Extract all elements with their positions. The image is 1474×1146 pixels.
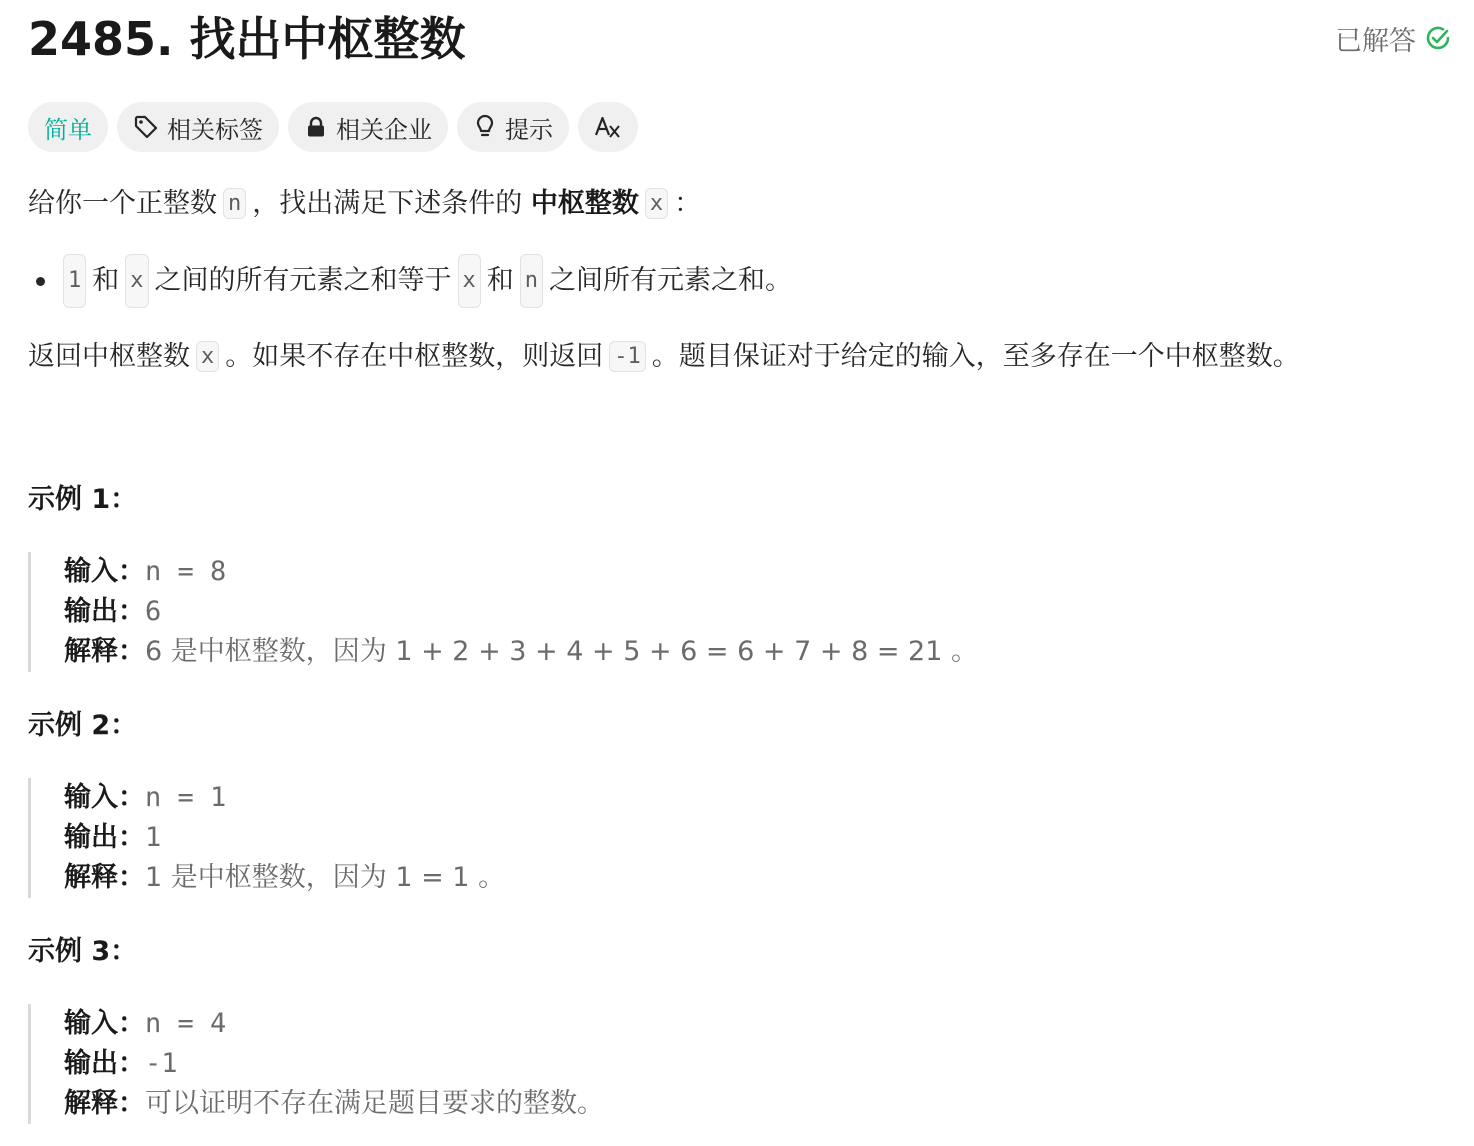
output-label: 输出： [64,822,145,853]
description-paragraph-1 [28,180,1446,228]
companies-tag-label: 相关企业 [336,115,432,144]
example-output-row [64,818,505,858]
example-explain-row [64,1084,604,1124]
explain-text: 可以证明不存在满足题目要求的整数。 [145,1088,604,1119]
input-label: 输入： [64,1008,145,1039]
solved-status-label: 已解答 [1335,25,1416,57]
input-value: n = 8 [145,556,227,587]
text: 。如果不存在中枢整数，则返回 [225,341,604,372]
example-explain-row [64,858,505,898]
explain-label: 解释： [64,862,145,893]
difficulty-label: 简单 [44,115,92,144]
output-value: -1 [145,1048,178,1079]
example-explain-row [64,632,978,672]
example-input-row [64,1004,604,1044]
lightbulb-icon [473,114,497,140]
output-value: 6 [145,596,162,627]
text: 之间的所有元素之和等于 [154,265,452,296]
inline-code: x [645,188,668,219]
solved-status [1335,20,1452,56]
output-value: 1 [145,822,162,853]
difficulty-tag[interactable] [28,102,108,152]
input-value: n = 4 [145,1008,227,1039]
text: 之间所有元素之和。 [549,265,792,296]
text: ，找出满足下述条件的 [252,188,523,219]
list-item [28,254,1446,308]
topics-tag-button[interactable] [117,102,279,152]
translate-button[interactable] [578,102,638,152]
text: 和 [92,265,120,296]
companies-tag-button[interactable] [288,102,448,152]
hint-tag-label: 提示 [505,115,553,144]
inline-code: x [458,254,481,308]
explain-text: 6 是中枢整数，因为 1 + 2 + 3 + 4 + 5 + 6 = 6 + 7 + 8 = 21 。 [145,636,978,667]
inline-code: n [223,188,246,219]
bullet-dot [36,277,45,286]
problem-title: 2485. 找出中枢整数 [28,12,466,66]
example-output-row [64,592,978,632]
output-label: 输出： [64,596,145,627]
example-1-title: 示例 1： [28,484,138,515]
input-label: 输入： [64,782,145,813]
input-label: 输入： [64,556,145,587]
text: 和 [486,265,514,296]
text: 返回中枢整数 [28,341,190,372]
example-2-block [28,778,505,898]
bold-text: 中枢整数 [530,188,639,219]
inline-code: -1 [609,341,646,372]
text: ： [674,188,702,219]
explain-label: 解释： [64,1088,145,1119]
example-input-row [64,778,505,818]
input-value: n = 1 [145,782,227,813]
inline-code: x [196,341,219,372]
text: 。题目保证对于给定的输入，至多存在一个中枢整数。 [651,341,1300,372]
example-1-block [28,552,978,672]
inline-code: x [125,254,148,308]
text: 给你一个正整数 [28,188,217,219]
tag-bar [28,102,638,152]
example-input-row [64,552,978,592]
problem-description [28,180,1446,381]
topics-tag-label: 相关标签 [167,115,263,144]
inline-code: n [520,254,543,308]
example-2-title: 示例 2： [28,710,138,741]
hint-tag-button[interactable] [457,102,569,152]
translate-icon [594,114,622,140]
description-paragraph-2 [28,333,1446,381]
example-3-title: 示例 3： [28,936,138,967]
example-output-row [64,1044,604,1084]
inline-code: 1 [63,254,86,308]
example-3-block [28,1004,604,1124]
explain-text: 1 是中枢整数，因为 1 = 1 。 [145,862,506,893]
tag-icon [133,114,159,140]
check-circle-icon [1424,24,1452,52]
explain-label: 解释： [64,636,145,667]
lock-icon [304,115,328,139]
output-label: 输出： [64,1048,145,1079]
